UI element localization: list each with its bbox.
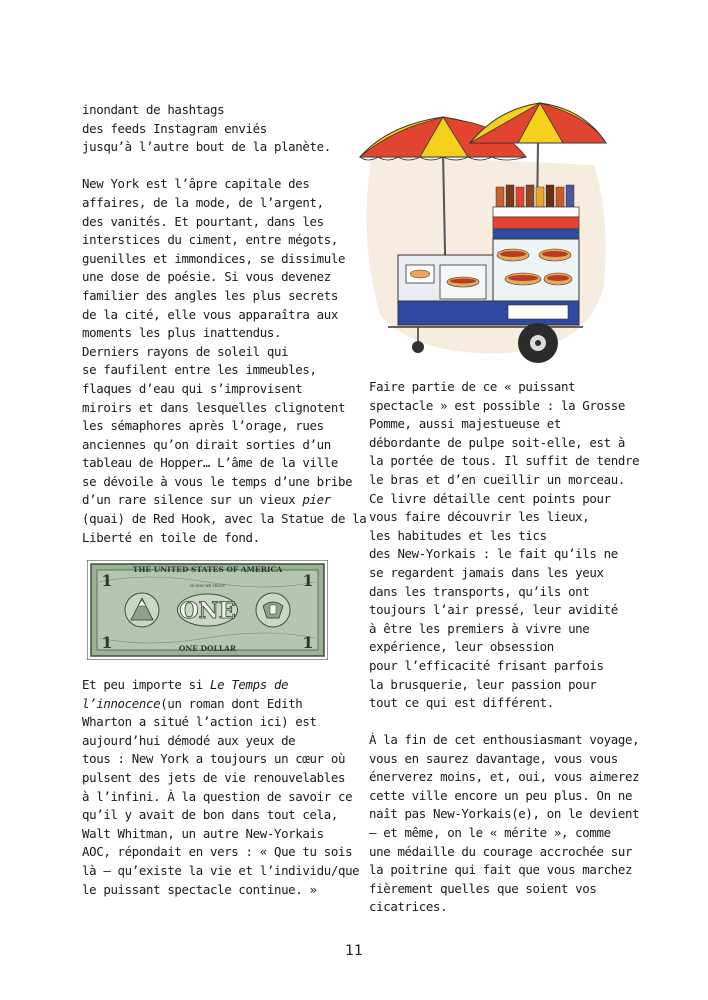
text-line: dans les transports, qu’ils ont [369, 583, 590, 599]
text-line: la poitrine qui fait que vous marchez [369, 862, 633, 878]
text-line: pulsent des jets de vie renouvelables [82, 769, 346, 785]
text-line-with-italic [82, 695, 352, 714]
text-line: une dose de poésie. Si vous devenez [82, 269, 331, 285]
text-line: aujourd’hui démodé aux yeux de [82, 732, 296, 748]
text-line: le puissant spectacle continue. » [82, 881, 317, 897]
text-line: flaques d’eau qui s’improvisent [82, 380, 303, 396]
pyramid-seal-icon [125, 593, 159, 627]
text-line: des vanités. Et pourtant, dans les [82, 213, 324, 229]
hot-dog-cart-illustration [358, 95, 608, 370]
bill-corner-value: 1 [101, 571, 113, 590]
text-line: Walt Whitman, un autre New-Yorkais [82, 825, 324, 841]
text-line: Liberté en toile de fond. [82, 529, 260, 545]
text-line: qu’il y avait de bon dans tout cela, [82, 807, 338, 823]
page-number: 11 [345, 943, 363, 959]
text-line-with-italic [82, 676, 352, 695]
text-line: – et même, on le « mérite », comme [369, 824, 611, 840]
italic-title: Le Temps de [209, 677, 289, 692]
drink-bottles [493, 185, 579, 239]
text-line: Faire partie de ce « puissant [369, 379, 576, 394]
text-line: les habitudes et les tics [369, 527, 547, 543]
text-line: tous : New York a toujours un cœur où [82, 751, 346, 767]
text-line: miroirs et dans lesquelles clignotent [82, 399, 346, 415]
text-column-right-top [369, 378, 649, 713]
text-line: affaires, de la mode, de l’argent, [82, 194, 324, 210]
text-line: une médaille du courage accrochée sur [369, 843, 633, 859]
text-line: interstices du ciment, entre mégots, [82, 232, 338, 248]
text-line: anciennes qu’on dirait sorties d’un [82, 436, 331, 452]
text-line: la brusquerie, leur passion pour [369, 676, 597, 692]
text-line: tableau de Hopper… L’âme de la ville [82, 455, 338, 471]
text-column-left-bottom [82, 676, 360, 899]
text-line: moments les plus inattendus. [82, 325, 282, 341]
text-line: tout ce qui est différent. [369, 695, 554, 711]
text-span: Et peu importe si [82, 677, 210, 692]
bill-corner-value: 1 [302, 571, 314, 590]
bill-bottom-text: ONE DOLLAR [178, 644, 237, 653]
text-line: pour l’efficacité frisant parfois [369, 657, 604, 673]
text-line: fièrement quelles que soient vos [369, 880, 597, 896]
text-line: (quai) de Red Hook, avec la Statue de la [82, 511, 367, 527]
italic-word-pier: pier [302, 492, 331, 508]
text-line: New York est l’âpre capitale des [82, 176, 310, 192]
text-line: naît pas New-Yorkais(e), on le devient [369, 806, 640, 822]
text-line: Pomme, aussi majestueuse et [369, 416, 561, 432]
text-line: vous faire découvrir les lieux, [369, 509, 590, 525]
text-line: à l’infini. À la question de savoir ce [82, 788, 353, 804]
text-line: des New-Yorkais : le fait qu’ils ne [369, 546, 618, 562]
text-line: expérience, leur obsession [369, 639, 554, 655]
text-line: les sémaphores après l’orage, rues [82, 418, 324, 434]
bill-motto: IN GOD WE TRUST [189, 584, 226, 588]
text-line: vous en saurez davantage, vous vous [369, 750, 618, 766]
eagle-seal-icon [256, 593, 290, 627]
text-line-with-italic [82, 491, 352, 510]
umbrella-icon [470, 103, 606, 143]
text-line: le bras et d’en cueillir un morceau. [369, 471, 625, 487]
bill-corner-value: 1 [302, 633, 314, 652]
text-line: Wharton a situé l’action ici) est [82, 714, 317, 730]
text-line: se regardent jamais dans les yeux [369, 564, 604, 580]
text-line: Derniers rayons de soleil qui [82, 343, 289, 359]
text-line: se faufilent entre les immeubles, [82, 362, 317, 378]
text-line: de la cité, elle vous apparaîtra aux [82, 306, 338, 322]
dollar-bill-illustration [87, 560, 328, 660]
text-span: (un roman dont Edith [160, 695, 303, 711]
text-line: débordante de pulpe soit-elle, est à [369, 434, 625, 450]
text-column-right-bottom [369, 731, 649, 917]
text-line: cette ville encore un peu plus. On ne [369, 787, 633, 803]
text-line: toujours l’air pressé, leur avidité [369, 602, 618, 618]
text-line: à être les premiers à vivre une [369, 620, 590, 636]
text-line: guenilles et immondices, se dissimule [82, 250, 346, 266]
text-line: énerverez moins, et, oui, vous aimerez [369, 769, 640, 785]
bill-corner-value: 1 [101, 633, 113, 652]
text-line: spectacle » est possible : la Grosse [369, 397, 625, 413]
bill-top-text: THE UNITED STATES OF AMERICA [132, 565, 283, 574]
italic-title: l’innocence [82, 695, 161, 711]
text-line: des feeds Instagram enviés [82, 120, 267, 136]
text-line: familier des angles les plus secrets [82, 287, 338, 303]
text-span: d’un rare silence sur un vieux [82, 492, 303, 508]
text-line: se dévoile à vous le temps d’une bribe [82, 473, 353, 489]
text-line: jusqu’à l’autre bout de la planète. [82, 139, 331, 155]
text-line: là – qu’existe la vie et l’individu/que [82, 862, 360, 878]
text-line: Ce livre détaille cent points pour [369, 490, 611, 506]
text-line: À la fin de cet enthousiasmant voyage, [369, 732, 640, 747]
text-line: la portée de tous. Il suffit de tendre [369, 453, 640, 469]
bill-center-word: ONE [179, 598, 236, 624]
text-line: inondant de hashtags [82, 102, 225, 117]
text-column-left-top [82, 101, 367, 547]
text-line: AOC, répondait en vers : « Que tu sois [82, 844, 353, 860]
text-line: cicatrices. [369, 899, 448, 915]
